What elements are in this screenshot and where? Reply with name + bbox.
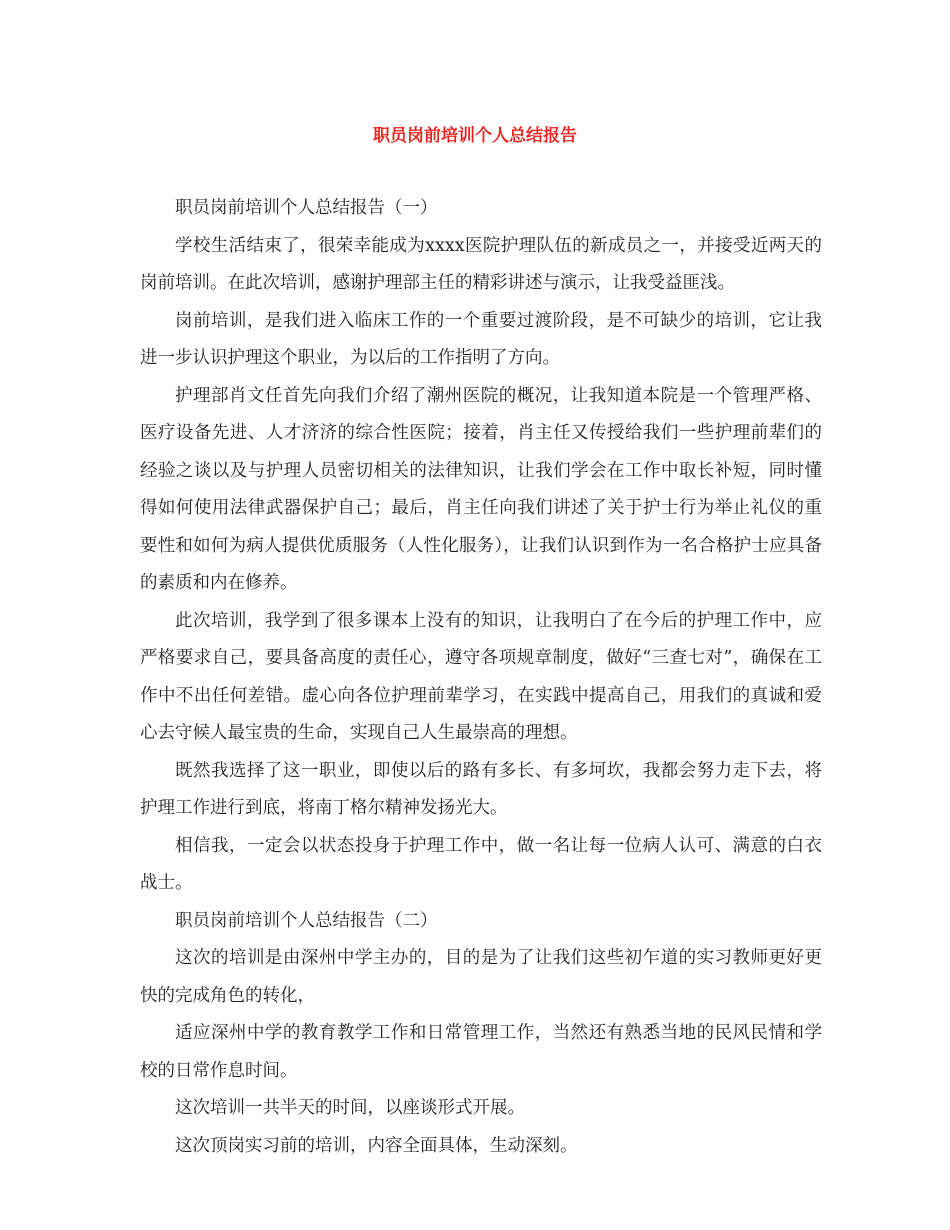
paragraph: 职员岗前培训个人总结报告（一） xyxy=(175,198,438,218)
paragraph: 这次培训一共半天的时间，以座谈形式开展。 xyxy=(175,1098,525,1118)
paragraph: 适应深州中学的教育教学工作和日常管理工作，当然还有熟悉当地的民风民情和学校的日常作息时间。 xyxy=(140,1023,822,1081)
paragraph: 此次培训，我学到了很多课本上没有的知识，让我明白了在今后的护理工作中，应严格要求自己，要具备高度的责任心，遵守各项规章制度，做好“三查七对”，确保在工作中不出任何差错。虚心向各位护理前辈学习，在实践中提高自己，用我们的真诚和爱心去守候人最宝贵的生命，实现自己人生最崇高的理想。 xyxy=(140,610,822,743)
paragraph: 岗前培训，是我们进入临床工作的一个重要过渡阶段，是不可缺少的培训，它让我进一步认识护理这个职业，为以后的工作指明了方向。 xyxy=(140,310,822,368)
paragraph: 这次的培训是由深州中学主办的，目的是为了让我们这些初乍道的实习教师更好更快的完成角色的转化， xyxy=(140,948,822,1006)
paragraph: 既然我选择了这一职业，即使以后的路有多长、有多坷坎，我都会努力走下去，将护理工作进行到底，将南丁格尔精神发扬光大。 xyxy=(140,760,822,818)
paragraph: 护理部肖文任首先向我们介绍了潮州医院的概况，让我知道本院是一个管理严格、医疗设备先进、人才济济的综合性医院；接着，肖主任又传授给我们一些护理前辈们的经验之谈以及与护理人员密切相关的法律知识，让我们学会在工作中取长补短，同时懂得如何使用法律武器保护自己；最后，肖主任向我们讲述了关于护士行为举止礼仪的重要性和如何为病人提供优质服务（人性化服务），让我们认识到作为一名合格护士应具备的素质和内在修养。 xyxy=(140,385,822,593)
document-title: 职员岗前培训个人总结报告 xyxy=(373,126,577,146)
paragraph: 相信我，一定会以状态投身于护理工作中，做一名让每一位病人认可、满意的白衣战士。 xyxy=(140,835,822,893)
paragraph: 这次顶岗实习前的培训，内容全面具体，生动深刻。 xyxy=(175,1135,578,1156)
paragraph: 学校生活结束了，很荣幸能成为xxxx医院护理队伍的新成员之一，并接受近两天的岗前培训。在此次培训，感谢护理部主任的精彩讲述与演示，让我受益匪浅。 xyxy=(140,235,822,293)
paragraph: 职员岗前培训个人总结报告（二） xyxy=(175,910,438,931)
document-body xyxy=(140,190,822,1165)
